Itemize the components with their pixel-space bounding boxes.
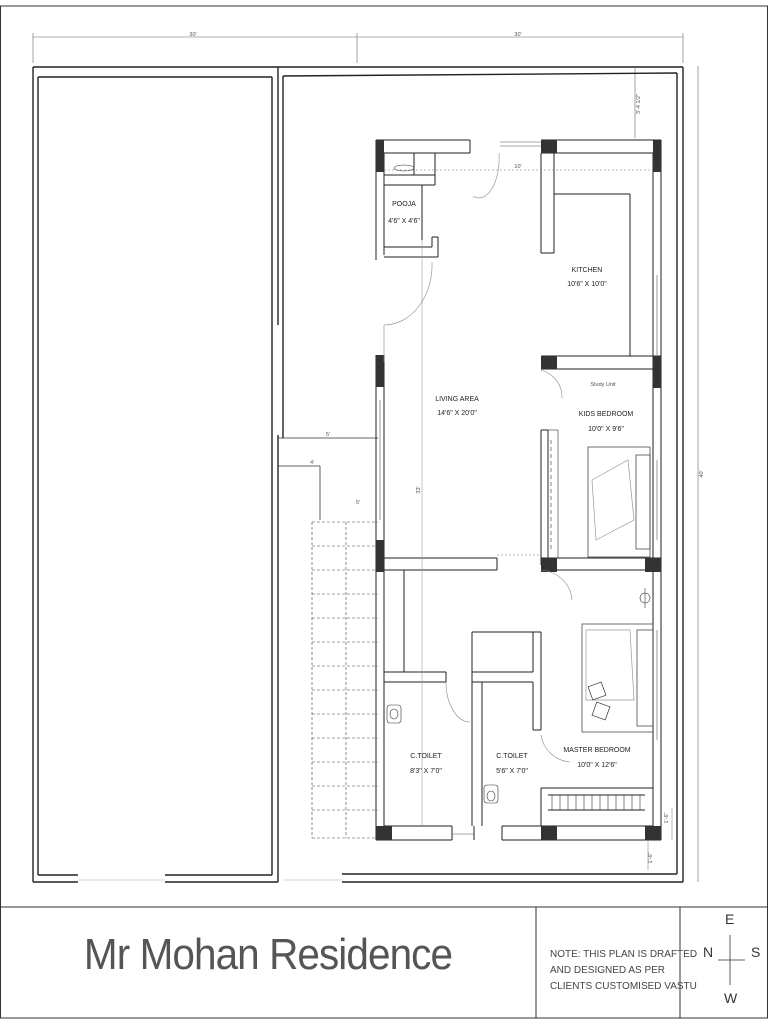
living-size: 14'6" X 20'0" bbox=[437, 410, 477, 417]
dim-top-left: 30' bbox=[189, 32, 197, 38]
dim-center: 33' bbox=[416, 486, 422, 494]
right-dimension-lines bbox=[635, 66, 698, 882]
kitchen-label: KITCHEN bbox=[571, 267, 603, 274]
living-label: LIVING AREA bbox=[435, 396, 479, 403]
toilet1-size: 8'3" X 7'0" bbox=[410, 768, 442, 775]
kids-wardrobe bbox=[548, 430, 558, 558]
compass-south: W bbox=[724, 990, 738, 1006]
kitchen-size: 10'6" X 10'0" bbox=[567, 281, 607, 288]
top-dimension-lines bbox=[33, 33, 683, 63]
pooja-size: 4'6" X 4'6" bbox=[388, 218, 420, 225]
dashed-lines bbox=[384, 170, 653, 555]
door-swings bbox=[384, 153, 572, 762]
fixtures bbox=[387, 165, 650, 803]
dim-stair-c: 5' bbox=[355, 500, 361, 506]
stair-landing bbox=[278, 438, 378, 520]
dim-stair-a: 5' bbox=[325, 432, 331, 438]
compass bbox=[718, 935, 745, 985]
kids-bed bbox=[588, 447, 650, 557]
dim-right-top: 3'-4 1/2" bbox=[636, 93, 642, 115]
dim-kitchen-gap: 10' bbox=[514, 164, 522, 170]
dim-bottom-b: 1'-6" bbox=[664, 812, 670, 824]
compass-left: N bbox=[703, 944, 714, 960]
compass-right: S bbox=[751, 944, 761, 960]
toilet1-label: C.TOILET bbox=[410, 753, 442, 760]
dim-top-right: 30' bbox=[514, 32, 522, 38]
compass-north: E bbox=[725, 911, 735, 927]
master-wardrobe-hatch bbox=[552, 795, 640, 810]
interior-walls bbox=[384, 153, 661, 826]
dim-right-full: 40' bbox=[699, 470, 705, 478]
kids-label: KIDS BEDROOM bbox=[578, 411, 634, 418]
note-block bbox=[550, 947, 697, 995]
staircase bbox=[312, 522, 378, 838]
toilet2-size: 5'6" X 7'0" bbox=[496, 768, 528, 775]
toilet2-label: C.TOILET bbox=[496, 753, 528, 760]
note-line-2: AND DESIGNED AS PER bbox=[550, 965, 666, 976]
note-line-1: NOTE: THIS PLAN IS DRAFTED bbox=[550, 949, 698, 960]
compound-walls bbox=[33, 67, 683, 882]
master-size: 10'0" X 12'6" bbox=[577, 762, 617, 769]
drawing-title: Mr Mohan Residence bbox=[83, 930, 453, 979]
pooja-label: POOJA bbox=[392, 201, 416, 208]
kids-size: 10'0" X 9'6" bbox=[588, 426, 624, 433]
dim-bottom-a: 1'-6" bbox=[648, 852, 654, 864]
study-label: Study Unit bbox=[590, 382, 616, 388]
dim-stair-b: 4' bbox=[309, 460, 315, 466]
master-bed bbox=[582, 624, 653, 732]
note-line-3: CLIENTS CUSTOMISED VASTU bbox=[550, 981, 697, 992]
master-label: MASTER BEDROOM bbox=[563, 747, 631, 754]
